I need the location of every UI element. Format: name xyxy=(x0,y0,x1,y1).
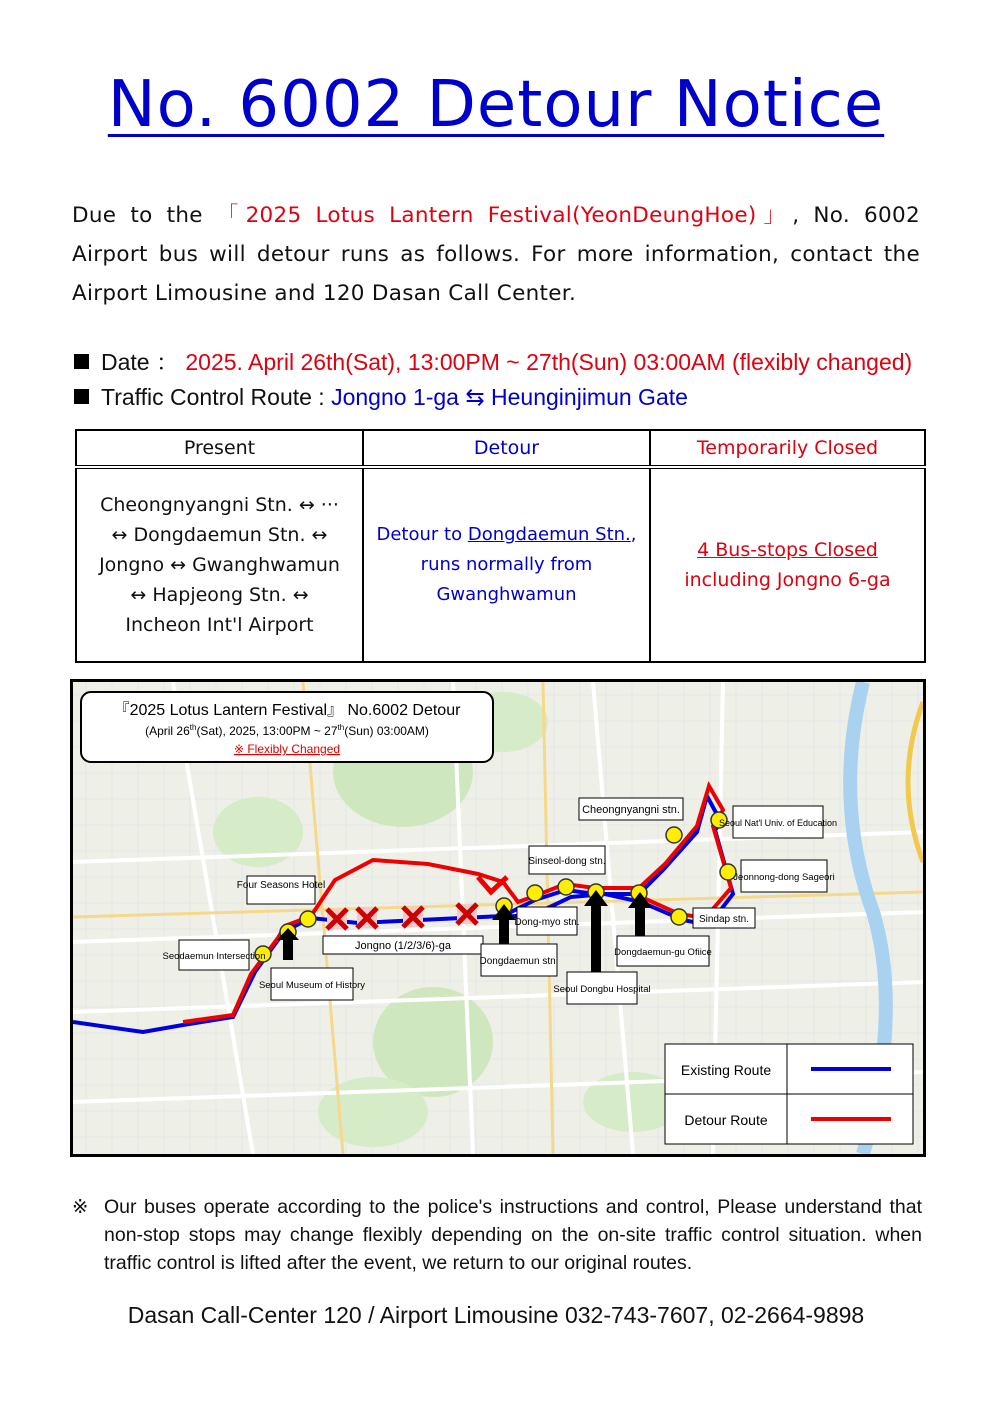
stop-marker xyxy=(300,911,316,927)
present-route-cell xyxy=(76,467,363,662)
intro-paragraph xyxy=(72,196,920,313)
label-text: Sindap stn. xyxy=(698,914,750,925)
page-title: No. 6002 Detour Notice xyxy=(107,68,885,142)
detour-map xyxy=(70,679,926,1157)
label-sinseol xyxy=(528,846,605,874)
detour-text-2: runs normally from Gwanghwamun xyxy=(420,554,593,605)
festival-name: 「2025 Lotus Lantern Festival(YeonDeungHoe)」 xyxy=(216,203,793,228)
present-line: ↔ Dongdaemun Stn. ↔ xyxy=(111,524,328,546)
bullet-square-icon xyxy=(74,389,89,404)
map-legend xyxy=(665,1044,913,1144)
legend-existing-label: Existing Route xyxy=(680,1062,772,1078)
label-dongmyo xyxy=(514,907,579,935)
closed-count: 4 Bus-stops Closed xyxy=(697,539,878,561)
label-text: Jeonnong-dong Sageori xyxy=(733,872,835,883)
date-value: 2025. April 26th(Sat), 13:00PM ~ 27th(Sun) 03:00AM (flexibly changed) xyxy=(185,349,913,375)
label-dongdaemun-stn xyxy=(480,944,559,976)
label-text: Four Seasons Hotel xyxy=(236,880,326,891)
intro-after: , No. 6002 Airport bus will detour runs as follows. For more information, contact the Airport Limousine and 120 Dasan Call Center. xyxy=(72,203,920,306)
date-label: Date ： xyxy=(101,349,179,375)
detour-cell xyxy=(363,467,650,662)
label-museum xyxy=(259,968,365,1000)
present-line: Incheon Int'l Airport xyxy=(125,614,314,636)
label-dongbu xyxy=(553,972,650,1004)
header-detour: Detour xyxy=(363,430,650,467)
stop-marker xyxy=(558,879,574,895)
label-cheongnyangni xyxy=(579,798,683,820)
label-text: Seoul Nat'l Univ. of Education xyxy=(718,818,838,828)
detour-text: Detour to xyxy=(376,524,468,545)
detour-station: Dongdaemun Stn. xyxy=(467,524,631,545)
label-snue xyxy=(719,806,837,838)
label-sindap xyxy=(693,908,755,928)
detour-comma: , xyxy=(630,524,637,545)
label-text: Cheongnyangni stn. xyxy=(582,804,680,816)
closed-x-icon xyxy=(327,909,347,929)
label-text: Seodaemun Intersection xyxy=(162,951,266,962)
label-text: Dongdaemun-gu Ofiice xyxy=(614,947,712,958)
map-title: 『2025 Lotus Lantern Festival』 No.6002 Detour xyxy=(113,702,461,719)
label-dongdaemun-gu xyxy=(614,936,712,966)
present-line: Jongno ↔ Gwanghwamun xyxy=(99,554,340,576)
header-closed: Temporarily Closed xyxy=(650,430,925,467)
stop-marker xyxy=(666,827,682,843)
traffic-label: Traffic Control Route : xyxy=(101,384,332,410)
map-flex-note: ※ Flexibly Changed xyxy=(233,742,341,756)
label-text: Dong-myo stn. xyxy=(514,917,580,928)
stop-marker xyxy=(671,909,687,925)
notice-note xyxy=(72,1193,922,1277)
label-text: Jongno (1/2/3/6)-ga xyxy=(354,940,452,952)
traffic-control-line xyxy=(74,384,688,411)
date-line xyxy=(74,344,912,377)
closed-x-icon xyxy=(403,907,423,927)
label-text: Dongdaemun stn. xyxy=(479,956,559,967)
bullet-square-icon xyxy=(74,354,89,369)
reference-mark-icon: ※ xyxy=(72,1196,89,1218)
closed-detail: including Jongno 6-ga xyxy=(684,569,891,591)
label-jeonnong xyxy=(733,860,834,892)
header-present: Present xyxy=(76,430,363,467)
intro-before: Due to the xyxy=(72,203,217,228)
present-line: ↔ Hapjeong Stn. ↔ xyxy=(130,584,309,606)
route-table xyxy=(75,429,926,663)
closed-x-icon xyxy=(357,908,377,928)
stop-marker xyxy=(527,885,543,901)
present-line: Cheongnyangni Stn. ↔ ··· xyxy=(100,494,339,516)
park-area xyxy=(318,1077,428,1147)
map-date-line: (April 26th(Sat), 2025, 13:00PM ~ 27th(Sun) 03:00AM) xyxy=(145,723,429,738)
traffic-value: Jongno 1-ga ⇆ Heunginjimun Gate xyxy=(331,384,688,410)
note-text: Our buses operate according to the police's instructions and control, Please understand that non-stop stops may change flexibly depending on the on-site traffic control situation. when traffic control is lifted after the event, we return to our original routes. xyxy=(104,1196,922,1274)
label-four-seasons xyxy=(237,876,325,904)
label-jongno xyxy=(323,936,483,954)
label-text: Seoul Museum of History xyxy=(258,980,366,991)
legend-detour-label: Detour Route xyxy=(684,1112,768,1128)
label-text: Seoul Dongbu Hospital xyxy=(553,984,651,995)
closed-x-icon xyxy=(457,904,477,924)
contact-info: Dasan Call-Center 120 / Airport Limousine 032-743-7607, 02-2664-9898 xyxy=(127,1302,865,1328)
label-text: Sinseol-dong stn. xyxy=(528,856,606,867)
closed-cell xyxy=(650,467,925,662)
